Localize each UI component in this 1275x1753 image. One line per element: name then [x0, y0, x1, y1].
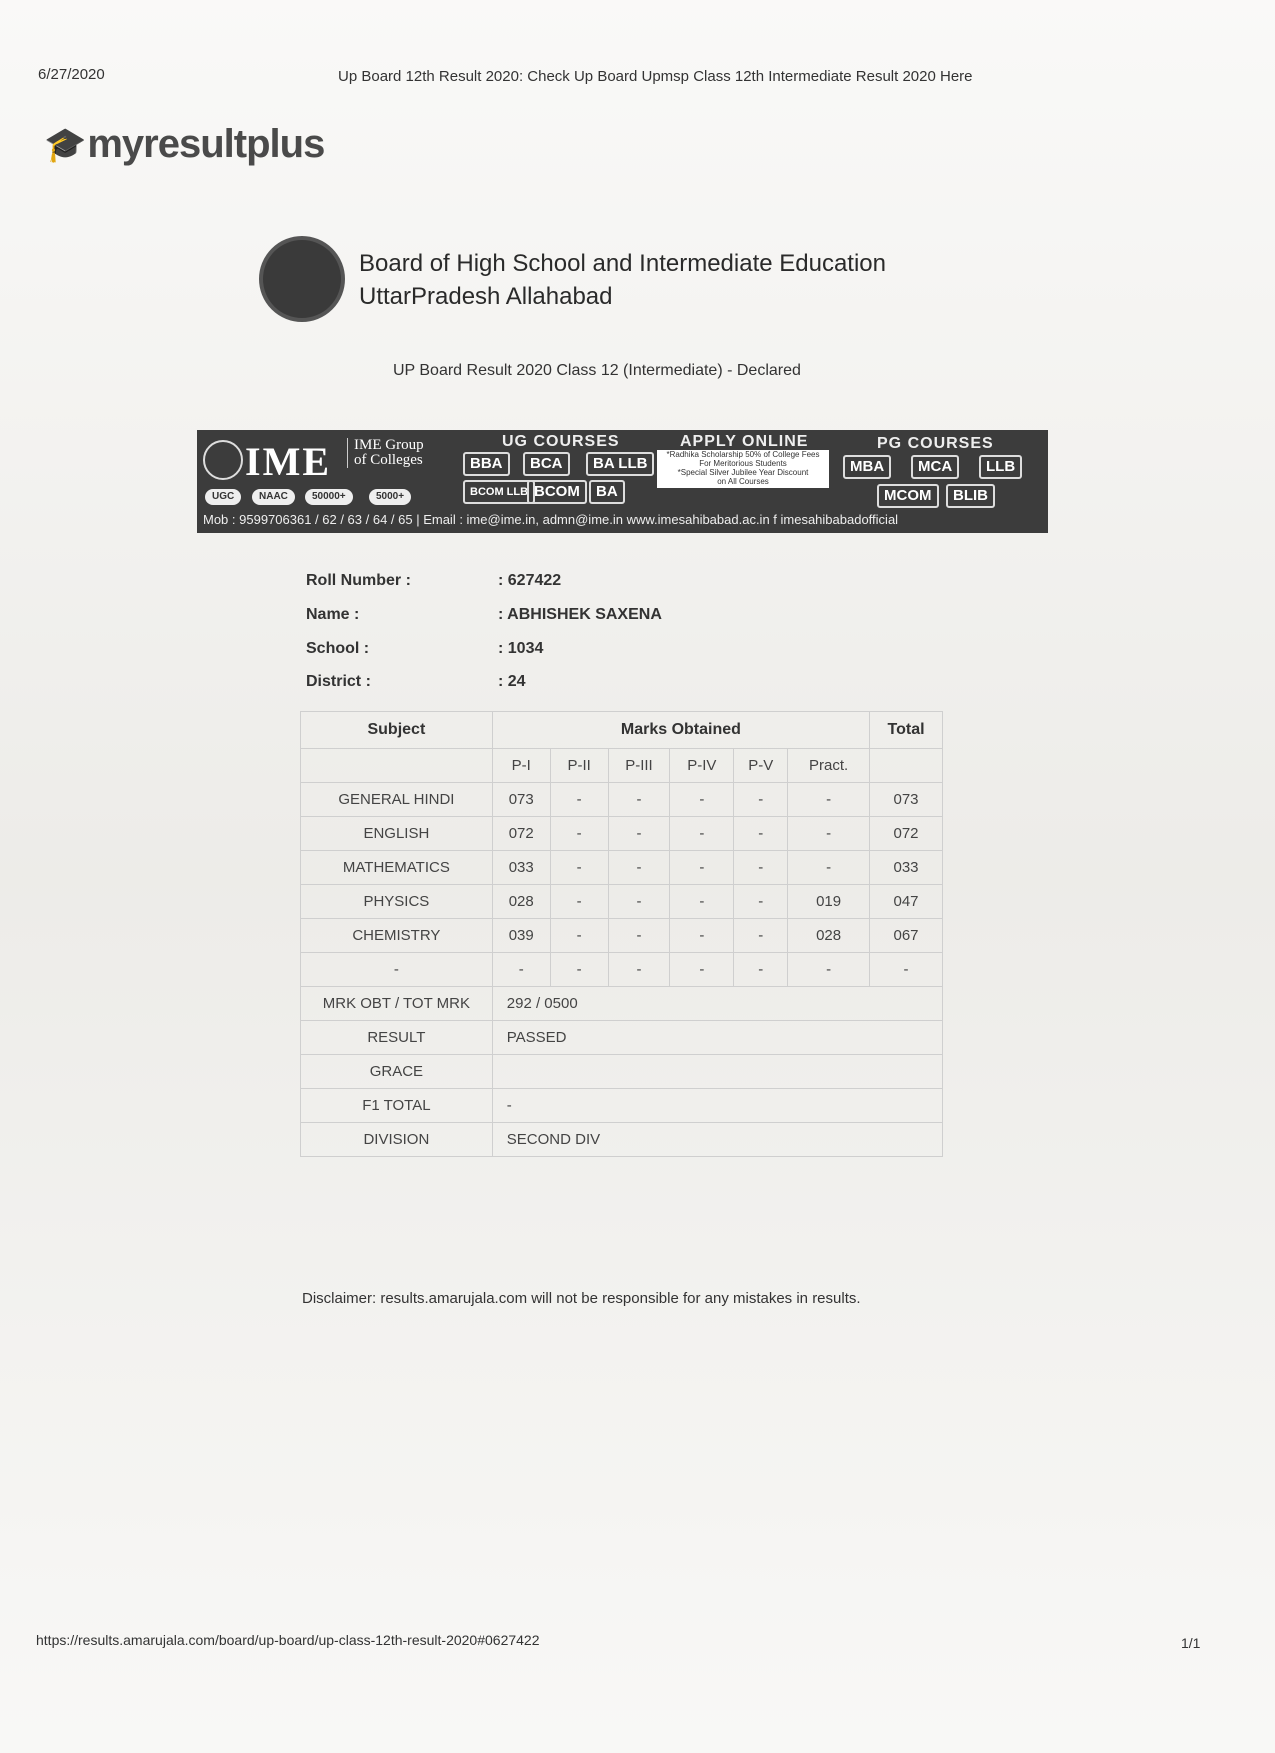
- summary-rows: [301, 987, 943, 1157]
- summary-label: F1 TOTAL: [301, 1089, 493, 1123]
- marks-obtained-header: Marks Obtained: [492, 712, 869, 749]
- subject-name: CHEMISTRY: [301, 919, 493, 953]
- print-footer-url: https://results.amarujala.com/board/up-board/up-class-12th-result-2020#0627422: [36, 1632, 540, 1648]
- mark-cell: -: [550, 783, 608, 817]
- school-label: School :: [306, 640, 370, 657]
- summary-value: -: [492, 1089, 942, 1123]
- graduation-cap-icon: 🎓: [44, 125, 86, 164]
- mark-cell: -: [734, 885, 788, 919]
- mark-cell: -: [734, 817, 788, 851]
- mark-cell: -: [788, 817, 870, 851]
- marks-table: [300, 711, 943, 1157]
- summary-label: RESULT: [301, 1021, 493, 1055]
- mark-cell: 033: [492, 851, 550, 885]
- ad-badge: NAAC: [252, 489, 295, 505]
- subject-header: Subject: [301, 712, 493, 749]
- mark-cell: 028: [788, 919, 870, 953]
- site-logo: [44, 122, 324, 167]
- summary-row: [301, 1123, 943, 1157]
- table-row: [301, 885, 943, 919]
- paper-subheader: P-II: [550, 749, 608, 783]
- mark-cell: -: [608, 885, 670, 919]
- mark-cell: -: [670, 919, 734, 953]
- name-value: : ABHISHEK SAXENA: [498, 606, 662, 623]
- ad-apply-details: *Radhika Scholarship 50% of College Fees For Meritorious Students *Special Silver Jubilee Year Discount on All Courses: [657, 450, 829, 488]
- board-name: Board of High School and Intermediate Education: [359, 250, 887, 277]
- ad-ug-heading: UG COURSES: [502, 433, 620, 450]
- mark-cell: 028: [492, 885, 550, 919]
- summary-row: [301, 1021, 943, 1055]
- ad-course-tag: MCA: [911, 455, 959, 479]
- name-label: Name :: [306, 606, 360, 623]
- total-header: Total: [870, 712, 943, 749]
- summary-value: 292 / 0500: [492, 987, 942, 1021]
- mark-cell: -: [788, 783, 870, 817]
- ad-course-tag: BA: [589, 480, 625, 504]
- ad-course-tag: BLIB: [946, 484, 995, 508]
- table-row: [301, 851, 943, 885]
- mark-cell: -: [550, 919, 608, 953]
- summary-value: PASSED: [492, 1021, 942, 1055]
- paper-subheader: P-V: [734, 749, 788, 783]
- print-page-title: Up Board 12th Result 2020: Check Up Board Upmsp Class 12th Intermediate Result 2020 Here: [338, 68, 973, 85]
- subject-total: 033: [870, 851, 943, 885]
- mark-cell: -: [734, 851, 788, 885]
- board-location: UttarPradesh Allahabad: [359, 283, 613, 310]
- district-value: : 24: [498, 673, 526, 690]
- ad-group-name: IME Group of Colleges: [347, 438, 424, 468]
- ad-course-tag: BCOM: [527, 480, 587, 504]
- subject-total: 073: [870, 783, 943, 817]
- ad-course-tag: BBA: [463, 452, 510, 476]
- table-row: [301, 919, 943, 953]
- school-value: : 1034: [498, 640, 544, 657]
- mark-cell: -: [670, 817, 734, 851]
- ad-course-tag: MBA: [843, 455, 891, 479]
- mark-cell: -: [608, 851, 670, 885]
- summary-value: SECOND DIV: [492, 1123, 942, 1157]
- result-heading: UP Board Result 2020 Class 12 (Intermediate) - Declared: [393, 362, 801, 379]
- ad-badge: 5000+: [369, 489, 411, 505]
- mark-cell: -: [608, 953, 670, 987]
- ad-pg-heading: PG COURSES: [877, 435, 994, 452]
- ad-badge: 50000+: [305, 489, 353, 505]
- table-header-row: [301, 712, 943, 749]
- mark-cell: -: [670, 851, 734, 885]
- college-emblem-icon: [203, 440, 243, 480]
- ad-contact-line: Mob : 9599706361 / 62 / 63 / 64 / 65 | Email : ime@ime.in, admn@ime.in www.imesahibabad.ac.in f imesahibabadofficial: [203, 512, 899, 527]
- paper-subheader: P-III: [608, 749, 670, 783]
- subject-name: PHYSICS: [301, 885, 493, 919]
- summary-row: [301, 1089, 943, 1123]
- ad-apply-heading: APPLY ONLINE: [680, 433, 809, 450]
- mark-cell: -: [608, 919, 670, 953]
- mark-cell: -: [670, 783, 734, 817]
- mark-cell: -: [550, 885, 608, 919]
- ad-course-tag: LLB: [979, 455, 1022, 479]
- summary-row: [301, 1055, 943, 1089]
- summary-row: [301, 987, 943, 1021]
- mark-cell: -: [670, 953, 734, 987]
- ad-course-tag: MCOM: [877, 484, 939, 508]
- roll-number-label: Roll Number :: [306, 572, 411, 589]
- ad-course-tag: BCA: [523, 452, 570, 476]
- table-row: [301, 783, 943, 817]
- table-subheader-row: [301, 749, 943, 783]
- mark-cell: -: [550, 953, 608, 987]
- subject-total: 067: [870, 919, 943, 953]
- ad-badge: UGC: [205, 489, 241, 505]
- mark-cell: 019: [788, 885, 870, 919]
- paper-subheader: P-IV: [670, 749, 734, 783]
- subject-rows: [301, 783, 943, 987]
- subject-name: GENERAL HINDI: [301, 783, 493, 817]
- table-row: [301, 953, 943, 987]
- mark-cell: -: [788, 953, 870, 987]
- advertisement-banner[interactable]: [197, 430, 1048, 533]
- mark-cell: -: [550, 851, 608, 885]
- mark-cell: -: [550, 817, 608, 851]
- subject-name: -: [301, 953, 493, 987]
- mark-cell: -: [734, 953, 788, 987]
- subject-total: -: [870, 953, 943, 987]
- print-date: 6/27/2020: [38, 66, 105, 83]
- mark-cell: -: [734, 919, 788, 953]
- mark-cell: -: [670, 885, 734, 919]
- board-seal-icon: [259, 236, 345, 322]
- print-page-number: 1/1: [1181, 1635, 1201, 1651]
- mark-cell: -: [788, 851, 870, 885]
- subject-total: 047: [870, 885, 943, 919]
- summary-label: GRACE: [301, 1055, 493, 1089]
- ad-course-tag: BA LLB: [586, 452, 654, 476]
- mark-cell: 072: [492, 817, 550, 851]
- table-row: [301, 817, 943, 851]
- ad-brand: IME: [245, 439, 331, 484]
- roll-number-value: : 627422: [498, 572, 562, 589]
- district-label: District :: [306, 673, 371, 690]
- paper-subheader: P-I: [492, 749, 550, 783]
- disclaimer-text: Disclaimer: results.amarujala.com will not be responsible for any mistakes in results.: [302, 1290, 861, 1307]
- mark-cell: -: [492, 953, 550, 987]
- mark-cell: -: [734, 783, 788, 817]
- mark-cell: 073: [492, 783, 550, 817]
- subject-total: 072: [870, 817, 943, 851]
- practical-subheader: Pract.: [788, 749, 870, 783]
- summary-label: MRK OBT / TOT MRK: [301, 987, 493, 1021]
- summary-label: DIVISION: [301, 1123, 493, 1157]
- summary-value: [492, 1055, 942, 1089]
- mark-cell: 039: [492, 919, 550, 953]
- subject-name: MATHEMATICS: [301, 851, 493, 885]
- ad-course-tag: BCOM LLB: [463, 480, 535, 504]
- site-logo-text: myresultplus: [87, 122, 325, 166]
- mark-cell: -: [608, 783, 670, 817]
- mark-cell: -: [608, 817, 670, 851]
- subject-name: ENGLISH: [301, 817, 493, 851]
